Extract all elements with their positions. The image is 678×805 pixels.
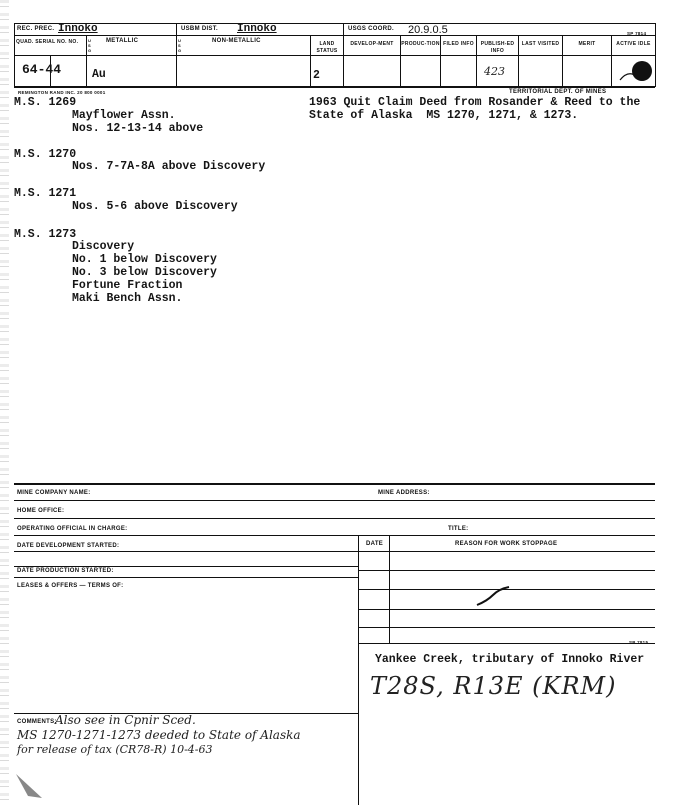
mine-address-label: MINE ADDRESS: [378, 490, 430, 496]
col-merit: MERIT [578, 41, 596, 47]
form-number-2: SP 7815 [629, 640, 649, 645]
col-published-info: PUBLISH-ED INFO [480, 41, 515, 54]
reason-column-label: REASON FOR WORK STOPPAGE [455, 541, 558, 547]
claim-line: Fortune Fraction [72, 279, 183, 292]
col-land-status: LAND STATUS [316, 41, 338, 54]
record-land-status: 2 [313, 69, 320, 82]
printer-line: REMINGTON RAND INC. 20 800 0001 [18, 90, 106, 95]
claim-line: Mayflower Assn. [72, 109, 176, 122]
form-number: SP 7814 [627, 31, 647, 36]
claim-line: Nos. 12-13-14 above [72, 122, 204, 135]
usg-letters-2: U S G [178, 38, 182, 53]
comment-line-2: MS 1270-1271-1273 deeded to State of Alaska [17, 728, 301, 742]
comment-line-3: for release of tax (CR78-R) 10-4-63 [17, 743, 213, 756]
date-dev-started-label: DATE DEVELOPMENT STARTED: [17, 543, 120, 549]
handwritten-township: T28S, R13E (KRM) [370, 672, 617, 700]
claim-ms-1270: M.S. 1270 [14, 148, 77, 161]
claim-line: Nos. 5-6 above Discovery [72, 200, 238, 213]
territorial-dept: TERRITORIAL DEPT. OF MINES [509, 89, 607, 95]
rec-prec-value: Innoko [58, 23, 98, 35]
usbm-dist-label: USBM DIST. [181, 26, 219, 32]
col-active-idle: ACTIVE IDLE [616, 41, 651, 47]
claim-ms-1269: M.S. 1269 [14, 96, 77, 109]
comment-line-1: Also see in Cpnir Sced. [55, 713, 196, 727]
claim-line: No. 3 below Discovery [72, 266, 217, 279]
col-production: PRODUC-TION [401, 41, 440, 47]
scanned-left-edge [0, 0, 9, 805]
ink-mark-icon [475, 585, 511, 609]
claim-ms-1273: M.S. 1273 [14, 228, 77, 241]
corner-mark-icon [14, 770, 48, 800]
rec-prec-label: REC. PREC. [17, 26, 55, 32]
record-metallic: Au [92, 68, 106, 81]
date-column-label: DATE [366, 541, 384, 547]
col-last-visited: LAST VISITED [521, 41, 560, 47]
record-quad-serial: 64-44 [22, 62, 62, 77]
col-development: DEVELOP-MENT [350, 41, 394, 47]
deed-note-line-2: State of Alaska MS 1270, 1271, & 1273. [309, 109, 579, 122]
claim-line: Discovery [72, 240, 135, 253]
location-note: Yankee Creek, tributary of Innoko River [375, 653, 645, 666]
claim-line: Maki Bench Assn. [72, 292, 183, 305]
operating-official-label: OPERATING OFFICIAL IN CHARGE: [17, 526, 128, 532]
deed-note-line-1: 1963 Quit Claim Deed from Rosander & Reed to the [309, 96, 641, 109]
col-metallic: METALLIC [106, 38, 139, 44]
usg-letters-1: U S G [88, 38, 92, 53]
usgs-coord-label: USGS COORD. [348, 26, 394, 32]
active-idle-mark-icon [618, 58, 652, 86]
col-quad-serial: QUAD. SERIAL NO. NO. [16, 39, 79, 45]
record-published-info: 423 [484, 65, 505, 78]
col-non-metallic: NON-METALLIC [212, 38, 261, 44]
claim-ms-1271: M.S. 1271 [14, 187, 77, 200]
title-label: TITLE: [448, 526, 469, 532]
home-office-label: HOME OFFICE: [17, 508, 65, 514]
date-prod-started-label: DATE PRODUCTION STARTED: [17, 568, 114, 574]
comments-label: COMMENTS: [17, 719, 57, 725]
claim-line: Nos. 7-7A-8A above Discovery [72, 160, 266, 173]
leases-offers-label: LEASES & OFFERS — TERMS OF: [17, 583, 124, 589]
mine-company-name-label: MINE COMPANY NAME: [17, 490, 91, 496]
col-filed-info: FILED INFO [443, 41, 474, 47]
claim-line: No. 1 below Discovery [72, 253, 217, 266]
usgs-coord-value: 20.9.0.5 [408, 24, 448, 36]
usbm-dist-value: Innoko [237, 23, 277, 35]
